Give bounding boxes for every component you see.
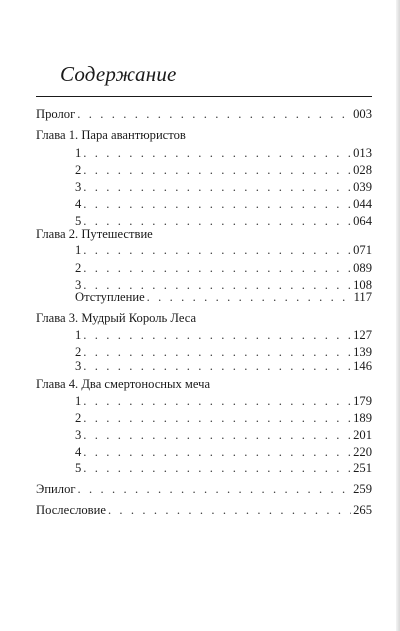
entry-label: 4 <box>75 445 82 459</box>
toc-entry[interactable] <box>75 460 372 477</box>
entry-page: 044 <box>353 197 372 211</box>
entry-page: 139 <box>353 345 372 359</box>
toc-entry-epilogue[interactable] <box>36 481 372 498</box>
entry-label: 2 <box>75 261 82 275</box>
entry-label: 2 <box>75 345 82 359</box>
dot-leader <box>83 196 351 213</box>
dot-leader <box>147 289 352 306</box>
entry-page: 039 <box>353 180 372 194</box>
entry-label: 3 <box>75 428 82 442</box>
dot-leader <box>83 327 351 344</box>
entry-label: 2 <box>75 163 82 177</box>
entry-label: 1 <box>75 394 82 408</box>
toc-entry-prologue[interactable] <box>36 106 372 123</box>
toc-entry[interactable] <box>75 444 372 461</box>
entry-page: 028 <box>353 163 372 177</box>
toc-entry[interactable] <box>75 145 372 162</box>
entry-page: 146 <box>353 359 372 373</box>
toc-entry[interactable] <box>75 410 372 427</box>
dot-leader <box>83 393 351 410</box>
entry-page: 064 <box>353 214 372 228</box>
page-edge <box>396 0 400 631</box>
dot-leader <box>83 444 351 461</box>
title-rule <box>36 96 372 97</box>
entry-label: 4 <box>75 197 82 211</box>
dot-leader <box>83 460 351 477</box>
chapter-heading[interactable]: Глава 4. Два смертоносных меча <box>36 377 211 391</box>
entry-label: Отступление <box>75 290 145 304</box>
page-title: Содержание <box>60 62 177 86</box>
chapter-heading[interactable]: Глава 2. Путешествие <box>36 227 153 241</box>
entry-label: 2 <box>75 411 82 425</box>
chapter-heading[interactable]: Глава 3. Мудрый Король Леса <box>36 311 197 325</box>
toc-entry[interactable] <box>75 260 372 277</box>
dot-leader <box>83 260 351 277</box>
entry-label: 3 <box>75 359 82 373</box>
entry-label: 5 <box>75 461 82 475</box>
entry-label: 1 <box>75 146 82 160</box>
toc-entry[interactable] <box>75 196 372 213</box>
entry-label: 5 <box>75 214 82 228</box>
entry-page: 108 <box>353 278 372 292</box>
entry-label: 1 <box>75 328 82 342</box>
entry-label: Пролог <box>36 107 76 121</box>
entry-page: 189 <box>353 411 372 425</box>
entry-page: 201 <box>353 428 372 442</box>
toc-entry[interactable] <box>75 162 372 179</box>
entry-page: 013 <box>353 146 372 160</box>
toc-entry[interactable] <box>75 179 372 196</box>
entry-page: 003 <box>353 107 372 121</box>
dot-leader <box>77 106 351 123</box>
entry-page: 265 <box>353 503 372 517</box>
dot-leader <box>83 179 351 196</box>
entry-page: 089 <box>353 261 372 275</box>
entry-label: 1 <box>75 243 82 257</box>
dot-leader <box>108 502 351 519</box>
entry-page: 179 <box>353 394 372 408</box>
dot-leader <box>83 162 351 179</box>
entry-label: Эпилог <box>36 482 76 496</box>
entry-page: 220 <box>353 445 372 459</box>
entry-label: 3 <box>75 278 82 292</box>
toc-entry[interactable] <box>75 358 372 375</box>
entry-page: 251 <box>353 461 372 475</box>
entry-page: 259 <box>353 482 372 496</box>
entry-page: 127 <box>353 328 372 342</box>
toc-entry-digression[interactable] <box>75 289 372 306</box>
dot-leader <box>78 481 352 498</box>
dot-leader <box>83 427 351 444</box>
toc-entry[interactable] <box>75 393 372 410</box>
entry-label: Послесловие <box>36 503 106 517</box>
dot-leader <box>83 410 351 427</box>
entry-page: 117 <box>353 290 372 304</box>
dot-leader <box>83 242 351 259</box>
toc-entry[interactable] <box>75 327 372 344</box>
toc-entry[interactable] <box>75 427 372 444</box>
chapter-heading[interactable]: Глава 1. Пара авантюристов <box>36 128 186 142</box>
entry-label: 3 <box>75 180 82 194</box>
toc-entry[interactable] <box>75 242 372 259</box>
toc-entry-afterword[interactable] <box>36 502 372 519</box>
dot-leader <box>83 358 351 375</box>
entry-page: 071 <box>353 243 372 257</box>
dot-leader <box>83 145 351 162</box>
